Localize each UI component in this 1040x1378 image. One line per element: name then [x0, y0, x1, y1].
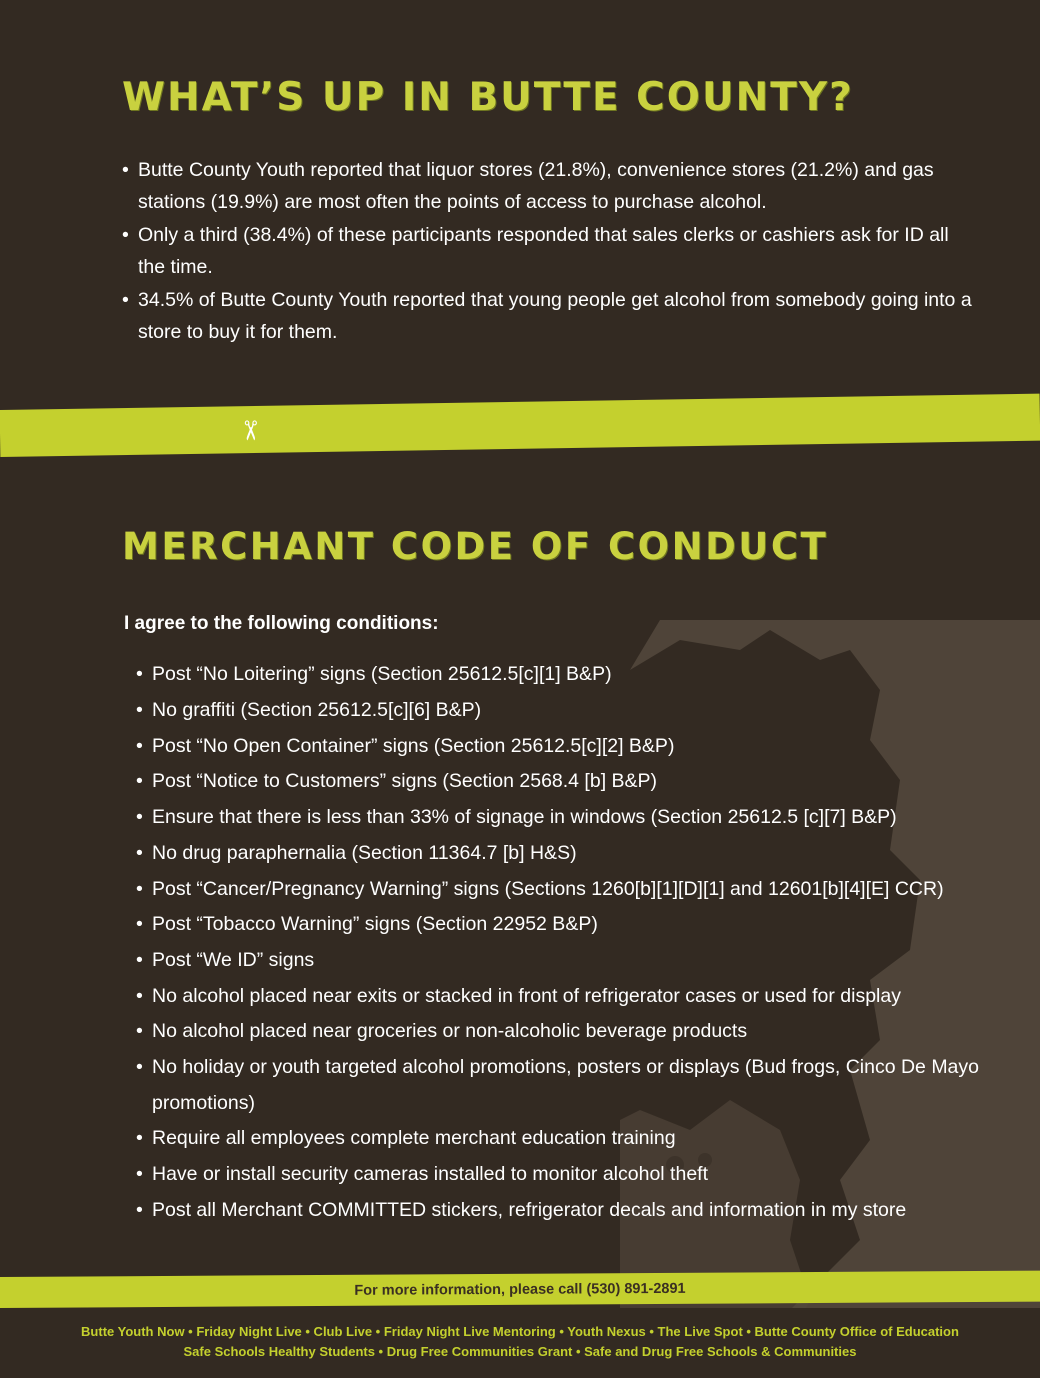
list-item: • Post “No Open Container” signs (Section 25612.5[c][2] B&P) [136, 729, 980, 765]
list-item: • No drug paraphernalia (Section 11364.7 [b] H&S) [136, 836, 980, 872]
scissors-icon: ✂ [234, 419, 265, 443]
section-whats-up-heading: WHAT’S UP IN BUTTE COUNTY? [122, 75, 854, 120]
footer-credits-line-2: Safe Schools Healthy Students • Drug Free Communities Grant • Safe and Drug Free Schools & Communities [183, 1343, 857, 1359]
conditions-list [122, 657, 980, 1228]
list-item: • Ensure that there is less than 33% of signage in windows (Section 25612.5 [c][7] B&P) [136, 800, 980, 836]
list-item: • No alcohol placed near groceries or non-alcoholic beverage products [136, 1014, 980, 1050]
whats-up-bullet-list [122, 155, 980, 348]
section-merchant-code [0, 482, 1040, 1228]
list-item: • Require all employees complete merchant education training [136, 1121, 980, 1157]
list-item: • Butte County Youth reported that liquor stores (21.8%), convenience stores (21.2%) and gas stations (19.9%) are most often the points of access to purchase alcohol. [122, 155, 980, 218]
list-item: • Post “No Loitering” signs (Section 25612.5[c][1] B&P) [136, 657, 980, 693]
section-merchant-code-heading: MERCHANT CODE OF CONDUCT [122, 525, 829, 569]
footer [0, 1277, 1040, 1378]
list-item: • No holiday or youth targeted alcohol promotions, posters or displays (Bud frogs, Cinco De Mayo promotions) [136, 1050, 980, 1121]
list-item: • Post “Notice to Customers” signs (Section 2568.4 [b] B&P) [136, 764, 980, 800]
list-item: • 34.5% of Butte County Youth reported that young people get alcohol from somebody going into a store to buy it for them. [122, 285, 980, 348]
agreement-label: I agree to the following conditions: [124, 613, 439, 635]
footer-credits-line-1: Butte Youth Now • Friday Night Live • Club Live • Friday Night Live Mentoring • Youth Nexus • The Live Spot • Butte County Office of Education [81, 1323, 959, 1339]
list-item: • Post “Tobacco Warning” signs (Section 22952 B&P) [136, 907, 980, 943]
cut-line-divider [0, 396, 1040, 482]
list-item: • Have or install security cameras installed to monitor alcohol theft [136, 1157, 980, 1193]
list-item: • No alcohol placed near exits or stacked in front of refrigerator cases or used for display [136, 979, 980, 1015]
list-item: • Post “Cancer/Pregnancy Warning” signs (Sections 1260[b][1][D][1] and 12601[b][4][E] CCR) [136, 872, 980, 908]
footer-credits [0, 1308, 1040, 1378]
section-whats-up [0, 0, 1040, 348]
divider-bar [0, 394, 1040, 457]
list-item: • No graffiti (Section 25612.5[c][6] B&P) [136, 693, 980, 729]
list-item: • Post all Merchant COMMITTED stickers, refrigerator decals and information in my store [136, 1193, 980, 1229]
footer-contact-bar [0, 1270, 1040, 1307]
footer-contact-text: For more information, please call (530) 891-2891 [354, 1280, 686, 1299]
list-item: • Post “We ID” signs [136, 943, 980, 979]
list-item: • Only a third (38.4%) of these participants responded that sales clerks or cashiers ask for ID all the time. [122, 220, 980, 283]
